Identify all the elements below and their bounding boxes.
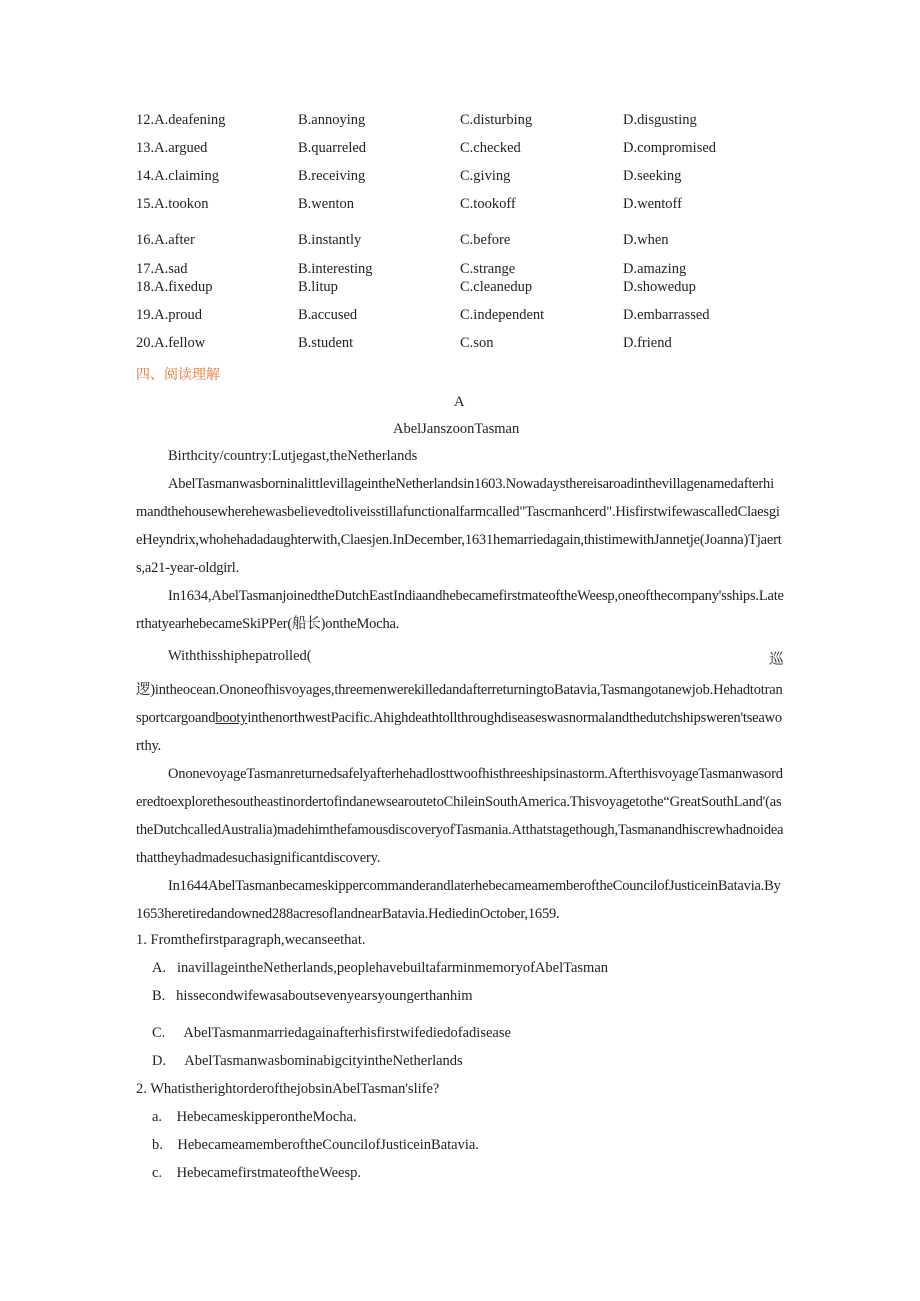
option-label: C. <box>152 1025 166 1041</box>
option-text: AbelTasmanwasbominabigcityintheNetherlands <box>184 1053 463 1069</box>
choice-14-b: B.receiving <box>298 168 366 184</box>
choice-13-c: C.checked <box>460 140 521 156</box>
question-1-option-c[interactable] <box>152 1025 511 1042</box>
option-text: AbelTasmanmarriedagainafterhisfirstwifediedofadisease <box>183 1025 511 1041</box>
choice-20-c: C.son <box>460 335 494 351</box>
option-text: HebecamefirstmateoftheWeesp. <box>176 1165 361 1181</box>
question-2-option-b <box>152 1137 479 1154</box>
choice-18-a: 18.A.fixedup <box>136 279 213 295</box>
option-text: hissecondwifewasaboutsevenyearsyoungerthanhim <box>176 988 473 1004</box>
choice-12-d: D.disgusting <box>623 112 697 128</box>
choice-16-a: 16.A.after <box>136 232 195 248</box>
paragraph-3 <box>136 676 784 760</box>
choice-19-c: C.independent <box>460 307 545 323</box>
choice-12-a: 12.A.deafening <box>136 112 226 128</box>
paragraph-2-text: In1634,AbelTasmanjoinedtheDutchEastIndiaandhebecamefirstmateoftheWeesp,oneofthecompany'sships.LaterthatyearhebecameSkiPPer(船长)ontheMocha. <box>136 588 784 632</box>
choice-14-d: D.seeking <box>623 168 682 184</box>
option-label: b. <box>152 1137 163 1153</box>
choice-18-d: D.showedup <box>623 279 696 295</box>
paragraph-2 <box>136 582 784 638</box>
choice-12-b: B.annoying <box>298 112 366 128</box>
paragraph-1 <box>136 470 784 582</box>
choice-20-a: 20.A.fellow <box>136 335 206 351</box>
paragraph-3-text <box>136 676 784 760</box>
question-1-option-a[interactable] <box>152 960 608 977</box>
choice-13-b: B.quarreled <box>298 140 367 156</box>
paragraph-1-text: AbelTasmanwasborninalittlevillageintheNetherlandsin1603.Nowadaysthereisaroadinthevillagenamedafterhimandthehousewherehewasbelievedtoliveisstillafunctionalfarmcalled"Tascmanhcerd".HisfirstwifewascalledClaesgieHeyndrix,whohehadadaughterwith,Claesjen.InDecember,1631hemarriedagain,thistimewithJannetje(Joanna)Tjaerts,a21-year-oldgirl. <box>136 476 782 576</box>
option-label: c. <box>152 1165 163 1181</box>
choice-20-b: B.student <box>298 335 354 351</box>
question-1-option-d[interactable] <box>152 1053 463 1070</box>
birth-line: Birthcity/country:Lutjegast,theNetherlands <box>168 448 418 464</box>
paragraph-3-part-a: 逻)intheocean.Ononeofhisvoyages,threemenwerekilledandafterreturningtoBatavia,Tasmangotanewjob.Hehadtotransportcargoand <box>136 682 783 726</box>
choice-17-d: D.amazing <box>623 261 687 277</box>
choice-16-b: B.instantly <box>298 232 362 248</box>
booty-underlined: booty <box>215 710 248 726</box>
option-label: A. <box>152 960 167 976</box>
paragraph-3-part-b: inthenorthwestPacific.Ahighdeathtollthroughdiseaseswasnormalandthedutchshipsweren'tseaworthy. <box>136 710 782 754</box>
choice-15-b: B.wenton <box>298 196 354 212</box>
choice-17-a: 17.A.sad <box>136 261 188 277</box>
choice-14-c: C.giving <box>460 168 511 184</box>
option-text: HebecameamemberoftheCouncilofJusticeinBatavia. <box>177 1137 479 1153</box>
choice-18-c: C.cleanedup <box>460 279 533 295</box>
paragraph-5-text: In1644AbelTasmanbecameskippercommanderandlaterhebecameamemberoftheCouncilofJusticeinBatavia.By1653heretiredandowned288acresoflandnearBatavia.HediedinOctober,1659. <box>136 878 781 922</box>
choice-15-a: 15.A.tookon <box>136 196 209 212</box>
option-text: inavillageintheNetherlands,peoplehavebuiltafarminmemoryofAbelTasman <box>176 960 608 976</box>
paragraph-4-text: OnonevoyageTasmanreturnedsafelyafterhehadlosttwoofhisthreeshipsinastorm.AfterthisvoyageTasmanwasorderedtoexplorethesoutheastinordertofindanewsearoutetoChileinSouthAmerica.Thisvoyagetothe“GreatSouthLand'(astheDutchcalledAustralia)madehimthefamousdiscoveryofTasmania.Atthatstagethough,Tasmanandhiscrewhadnoideathattheyhadmadesuchasignificantdiscovery. <box>136 766 784 866</box>
option-label: a. <box>152 1109 163 1125</box>
choice-17-c: C.strange <box>460 261 516 277</box>
paragraph-3-first-line: Withthisshiphepatrolled( <box>168 648 312 664</box>
choice-16-d: D.when <box>623 232 669 248</box>
question-1-option-b[interactable] <box>152 988 473 1005</box>
choice-15-c: C.tookoff <box>460 196 516 212</box>
paragraph-5 <box>136 872 784 928</box>
choice-17-b: B.interesting <box>298 261 373 277</box>
section-title: 四、阅读理解 <box>136 367 220 383</box>
choice-14-a: 14.A.claiming <box>136 168 219 184</box>
option-label: D. <box>152 1053 167 1069</box>
question-2-option-a <box>152 1109 357 1126</box>
option-text: HebecameskipperontheMocha. <box>176 1109 357 1125</box>
choice-13-d: D.compromised <box>623 140 717 156</box>
paragraph-4 <box>136 760 784 872</box>
choice-20-d: D.friend <box>623 335 672 351</box>
choice-12-c: C.disturbing <box>460 112 533 128</box>
question-1-stem: 1. Fromthefirstparagraph,wecanseethat. <box>136 932 366 948</box>
choice-19-a: 19.A.proud <box>136 307 203 323</box>
choice-18-b: B.litup <box>298 279 338 295</box>
choice-15-d: D.wentoff <box>623 196 682 212</box>
paragraph-3-right-char: 巡 <box>769 652 784 668</box>
option-label: B. <box>152 988 166 1004</box>
question-2-option-c <box>152 1165 361 1182</box>
choice-19-d: D.embarrassed <box>623 307 710 323</box>
question-2-stem: 2. WhatistherightorderofthejobsinAbelTasman'slife? <box>136 1081 440 1097</box>
choice-19-b: B.accused <box>298 307 358 323</box>
passage-title: AbelJanszoonTasman <box>393 421 520 437</box>
passage-letter: A <box>454 394 465 410</box>
choice-13-a: 13.A.argued <box>136 140 208 156</box>
choice-16-c: C.before <box>460 232 511 248</box>
